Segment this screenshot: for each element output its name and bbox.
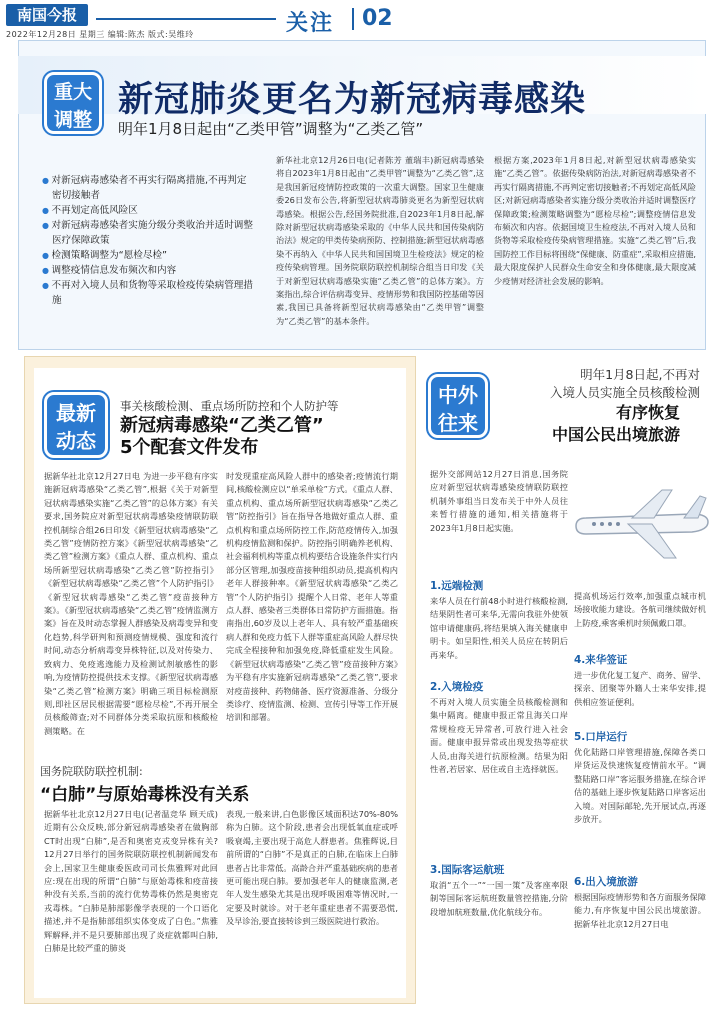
- airplane-illustration: [572, 474, 710, 566]
- list-item: ● 对新冠病毒感染者不再实行隔离措施,不再判定密切接触者: [42, 173, 256, 203]
- section-heading: 2.入境检疫: [430, 681, 484, 693]
- title-line: 新冠病毒感染“乙类乙管”: [120, 415, 324, 436]
- news3-kicker: [530, 366, 700, 402]
- news2b-kicker: 国务院联防联控机制:: [40, 765, 143, 778]
- news2-col-a: 据新华社北京12月27日电 为进一步平稳有序实施新冠病毒感染“乙类乙管”,根据《关于对新型冠状病毒感染实施“乙类乙管”的总体方案》有关要求,国务院应对新型冠状病毒感染疫情联防联控机制综合组26日印发《新型冠状病毒感染“乙类乙管”疫情防控方案》《新型冠状病毒感染“乙类乙管”检测方案》《重点人群、重点机构、重点场所新型冠状病毒感染“乙类乙管”防控指引》《新型冠状病毒感染“乙类乙管”个人防护指引》《新型冠状病毒感染“乙类乙管”疫苗接种方案》。《新型冠状病毒感染“乙类乙管”疫情监测方案》旨在及时动态掌握人群感染及病毒变异和变化趋势,科学研判和预测疫情规模、强度和流行时间,动态分析病毒变异株特征,以及对传染力、致病力、免疫逃逸能力及检测试剂敏感性的影响,为疫情防控提供技术支撑。《新型冠状病毒感染“乙类乙管”检测方案》明确三项目标检测原则,即社区居民根据需要“愿检尽检”,不再开展全员核酸筛查;对不同群体分类采取抗原和核酸检测策略。在: [44, 471, 218, 736]
- date-line: 2022年12月28日 星期三 编辑:陈杰 版式:吴维玲: [6, 30, 194, 39]
- kicker-line: 入境人员实施全员核酸检测: [549, 385, 700, 400]
- badge-line: 动态: [56, 429, 96, 453]
- section-body: 根据国际疫情形势和各方面服务保障能力,有序恢复中国公民出境旅游。据新华社北京12月27日电: [574, 892, 706, 929]
- lead-headline: 新冠肺炎更名为新冠病毒感染: [118, 80, 587, 120]
- section-body: 不再对入境人员实施全员核酸检测和集中隔离。健康申报正常且海关口岸常规检疫无异常者,可放行进入社会面。健康申报异常或出现发热等症状人员,由海关进行抗原检测。结果为阳性者,若居家、居住或自主选择就医。: [430, 697, 568, 775]
- section-heading: 4.来华签证: [574, 654, 628, 666]
- section-body: 优化陆路口岸管理措施,保障各类口岸货运及快速恢复疫情前水平。“调整陆路口岸”客运服务措施,在综合评估的基础上逐步恢复陆路口岸客运出入境。对国际邮轮,先开展试点,再逐步放开。: [574, 747, 706, 825]
- news3-intro: 据外交部网站12月27日消息,国务院应对新型冠状病毒感染疫情联防联控机制外事组当日发布关于中外人员往来暂行措施的通知,相关措施将于2023年1月8日起实施。: [430, 469, 568, 533]
- news3-title: [500, 402, 680, 446]
- news2-kicker: 事关核酸检测、重点场所防控和个人防护等: [120, 399, 339, 413]
- section-heading: 3.国际客运航班: [430, 864, 505, 876]
- kicker-line: 明年1月8日起,不再对: [580, 367, 700, 382]
- lead-badge: [44, 72, 102, 134]
- section-title: 关注: [286, 11, 335, 36]
- list-item: ● 不再对入境人员和货物等采取检疫传染病管理措施: [42, 278, 256, 308]
- list-item: ● 不再划定高低风险区: [42, 203, 256, 218]
- list-item: ● 对新冠病毒感染者实施分级分类收治并适时调整医疗保障政策: [42, 218, 256, 248]
- section-heading: 1.远端检测: [430, 580, 484, 592]
- section-body: 提高机场运行效率,加强重点城市机场接收能力建设。各航司继续做好机上防疫,乘客乘机时须佩戴口罩。: [574, 591, 706, 628]
- news3-col-1: [430, 574, 568, 1004]
- masthead-rule: [96, 18, 276, 20]
- lead-article-col2: 新华社北京12月26日电(记者陈芳 董瑞丰)新冠病毒感染将自2023年1月8日起由“乙类甲管”调整为“乙类乙管”,这是我国新冠疫情防控政策的一次重大调整。国家卫生健康委26日发布公告,将新型冠状病毒肺炎更名为新型冠状病毒感染。根据公告,经国务院批准,自2023年1月8日起,解除对新型冠状病毒感染采取的《中华人民共和国传染病防治法》规定的甲类传染病预防、控制措施;新型冠状病毒感染不再纳入《中华人民共和国国境卫生检疫法》规定的检疫传染病管理。国务院联防联控机制综合组当日印发《关于对新型冠状病毒感染实施“乙类乙管”的总体方案》。方案指出,综合评估病毒变异、疫情形势和我国防控基础等因素,我国已具备将新型冠状病毒感染由“乙类甲管”调整为“乙类乙管”的基本条件。: [276, 155, 484, 326]
- section-body: 进一步优化复工复产、商务、留学、探亲、团聚等外籍人士来华安排,提供相应签证便利。: [574, 670, 706, 707]
- section-divider: [352, 8, 354, 30]
- list-item: ● 调整疫情信息发布频次和内容: [42, 263, 256, 278]
- badge-line: 调整: [53, 109, 92, 131]
- section-heading: 5.口岸运行: [574, 731, 628, 743]
- news3-col-2: [574, 590, 706, 1000]
- news2b-col-c: 据新华社北京12月27日电(记者温竞华 顾天成)近期有公众反映,部分新冠病毒感染者在做胸部CT时出现“白肺”,是否和奥密克戎变异株有关?12月27日举行的国务院联防联控机制新闻发布会上,国家卫生健康委医政司司长焦雅辉对此回应:现在出现的所谓“白肺”与原始毒株和疫苗接种没有关系,当前的流行优势毒株仍然是奥密克戎毒株。“白肺是肺部影像学表现的一个口语化描述,并不是指肺部组织实体变成了白色。”焦雅辉解释,并不是只要肺部出现了炎症就都叫白肺,白肺是比较严重的肺炎: [44, 809, 218, 954]
- lead-bullet-list: [42, 173, 256, 308]
- title-line: 5个配套文件发布: [120, 437, 259, 458]
- badge-line: 最新: [56, 401, 96, 425]
- badge-line: 往来: [438, 411, 478, 435]
- page-number: 02: [362, 6, 393, 31]
- foreign-exchange-badge: [428, 374, 488, 438]
- title-line: 中国公民出境旅游: [551, 425, 680, 444]
- latest-badge: [44, 392, 108, 458]
- list-item: ● 检测策略调整为“愿检尽检”: [42, 248, 256, 263]
- news2b-title: “白肺”与原始毒株没有关系: [40, 785, 250, 805]
- news2-col-b: 时发现重症高风险人群中的感染者;疫情流行期间,核酸检测应以“单采单检”方式。《重点人群、重点机构、重点场所新型冠状病毒感染“乙类乙管”防控指引》旨在指导各地做好重点人群、重点机构和重点场所防控工作,防范疫情传入,加强机构疫情监测和保护。防控指引明确养老机构、社会福利机构等重点机构要结合设施条件实行内部分区管理,加强疫苗接种组织动员,提高机构内老年人群接种率。《新型冠状病毒感染“乙类乙管”个人防护指引》提醒个人日常、老年人等重点人群、感染者三类群体日常防护方面措施。指南指出,60岁及以上老年人、具有较严重基础疾病人群和免疫力低下人群等重症高风险人群尽快完成全程接种和加强免疫,降低重症发生风险。《新型冠状病毒感染“乙类乙管”疫苗接种方案》为平稳有序实施新冠病毒感染“乙类乙管”,要求对疫苗接种、药物储备、医疗资源准备、分级分类诊疗、疫情监测、检测、宣传引导等工作开展培训和部署。: [226, 471, 398, 723]
- lead-subhead: 明年1月8日起由“乙类甲管”调整为“乙类乙管”: [118, 120, 424, 138]
- section-body: 取消“五个一”“一国一策”及客座率限制等国际客运航班数量管控措施,分阶段增加航班数量,优化航线分布。: [430, 880, 568, 917]
- lead-article-col3: 根据方案,2023年1月8日起,对新型冠状病毒感染实施“乙类乙管”。依据传染病防治法,对新冠病毒感染者不再实行隔离措施,不再判定密切接触者;不再划定高低风险区;对新冠病毒感染者实施分级分类收治并适时调整医疗保障政策;检测策略调整为“愿检尽检”;调整疫情信息发布频次和内容。依据国境卫生检疫法,不再对入境人员和货物等采取检疫传染病管理措施。实施“乙类乙管”后,我国防控工作目标将围绕“保健康、防重症”,采取相应措施,最大限度保护人民群众生命安全和身体健康,最大限度减少疫情对经济社会发展的影响。: [494, 155, 696, 286]
- badge-line: 重大: [53, 81, 92, 103]
- section-body: 来华人员在行前48小时进行核酸检测,结果阴性者可来华,无需向我驻外使领馆申请健康码,将结果填入海关健康申明卡。如呈阳性,相关人员应在转阴后再来华。: [430, 596, 568, 660]
- newspaper-logo: 南国今报: [6, 4, 88, 26]
- news2-title: [120, 415, 324, 459]
- section-heading: 6.出入境旅游: [574, 876, 638, 888]
- news2b-col-d: 表现,一般来讲,白色影像区域面积达70%-80%称为白肺。这个阶段,患者会出现低氧血症或呼吸衰竭,主要出现于高危人群患者。焦雅辉说,目前所谓的“白肺”不是真正的白肺,在临床上白肺患者占比非常低。高龄合并严重基础疾病的患者更可能出现白肺。要加强老年人的健康监测,老年人发生感染尤其是出现呼吸困难等情况时,一定要及时就诊。对于老年重症患者不需要恐慌,及早诊治,要直接转诊到三级医院进行救治。: [226, 809, 398, 927]
- badge-line: 中外: [438, 383, 478, 407]
- title-line: 有序恢复: [615, 403, 680, 422]
